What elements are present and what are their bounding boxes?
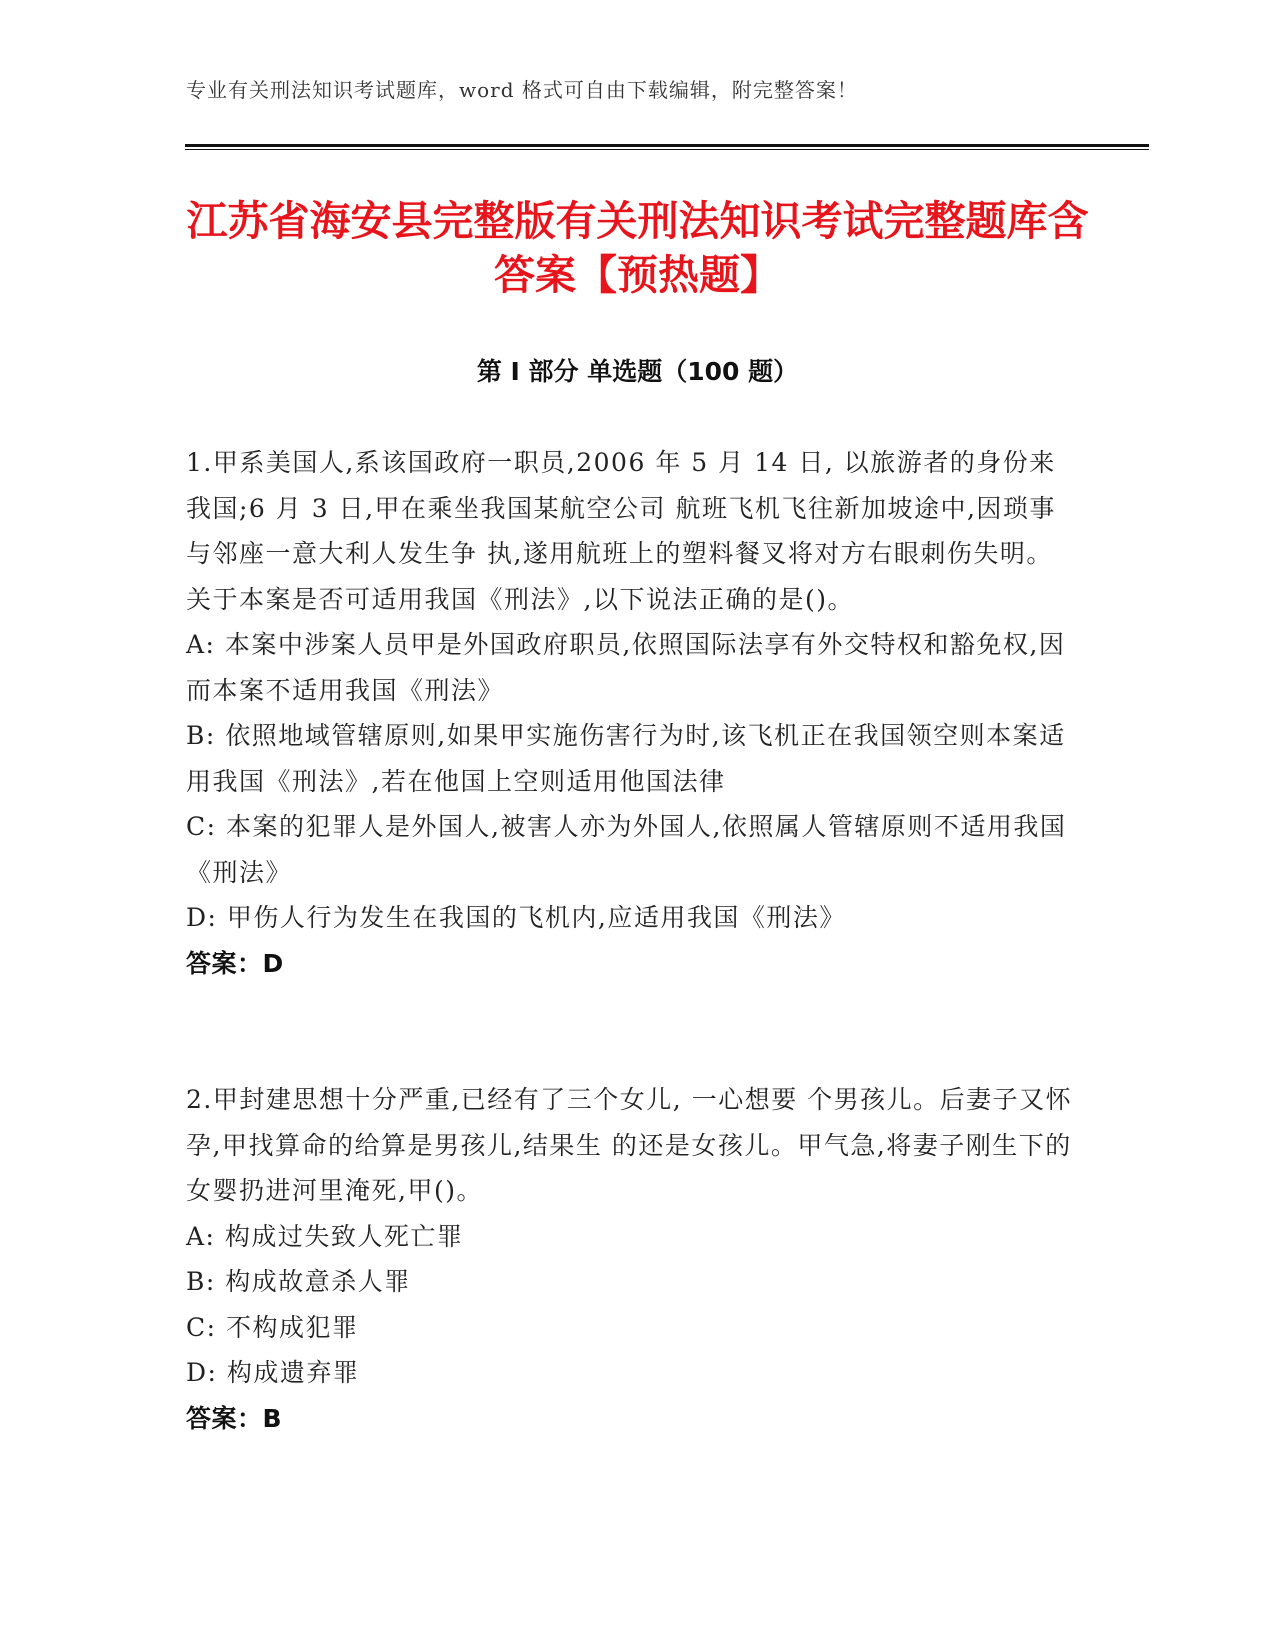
- option-a: A: 构成过失致人死亡罪: [186, 1221, 464, 1251]
- option-d: D: 甲伤人行为发生在我国的飞机内,应适用我国《刑法》: [186, 903, 846, 932]
- option-b: B: 依照地域管辖原则,如果甲实施伤害行为时,该飞机正在我国领空则本案适用我国《刑法》,若在他国上空则适用他国法律: [186, 721, 1066, 796]
- header-divider: [185, 144, 1149, 150]
- option-c: C: 本案的犯罪人是外国人,被害人亦为外国人,依照属人管辖原则不适用我国《刑法》: [186, 812, 1067, 887]
- document-title: 江苏省海安县完整版有关刑法知识考试完整题库含答案【预热题】: [186, 197, 1089, 299]
- option-a: A: 本案中涉案人员甲是外国政府职员,依照国际法享有外交特权和豁免权,因而本案不适用我国《刑法》: [186, 630, 1066, 705]
- question-stem: 1.甲系美国人,系该国政府一职员,2006 年 5 月 14 日, 以旅游者的身份来我国;6 月 3 日,甲在乘坐我国某航空公司 航班飞机飞往新加坡途中,因琐事与邻座一意大利人发生争 执,遂用航班上的塑料餐叉将对方右眼刺伤失明。关于本案是否可适用我国《刑法》,以下说法正确的是()。: [186, 448, 1056, 614]
- option-d: D: 构成遗弃罪: [186, 1358, 360, 1387]
- option-c: C: 不构成犯罪: [186, 1312, 359, 1342]
- section-heading: 第 I 部分 单选题（100 题）: [476, 357, 799, 386]
- question-stem: 2.甲封建思想十分严重,已经有了三个女儿, 一心想要 个男孩儿。后妻子又怀孕,甲找算命的给算是男孩儿,结果生 的还是女孩儿。甲气急,将妻子刚生下的女婴扔进河里淹死,甲()。: [186, 1085, 1073, 1205]
- question-1: [186, 440, 1074, 986]
- page-header: 专业有关刑法知识考试题库，word 格式可自由下载编辑，附完整答案！: [186, 78, 858, 102]
- answer-line: 答案：B: [186, 1403, 283, 1433]
- option-b: B: 构成故意杀人罪: [186, 1267, 411, 1296]
- answer-line: 答案：D: [186, 948, 284, 978]
- question-2: [186, 1077, 1074, 1441]
